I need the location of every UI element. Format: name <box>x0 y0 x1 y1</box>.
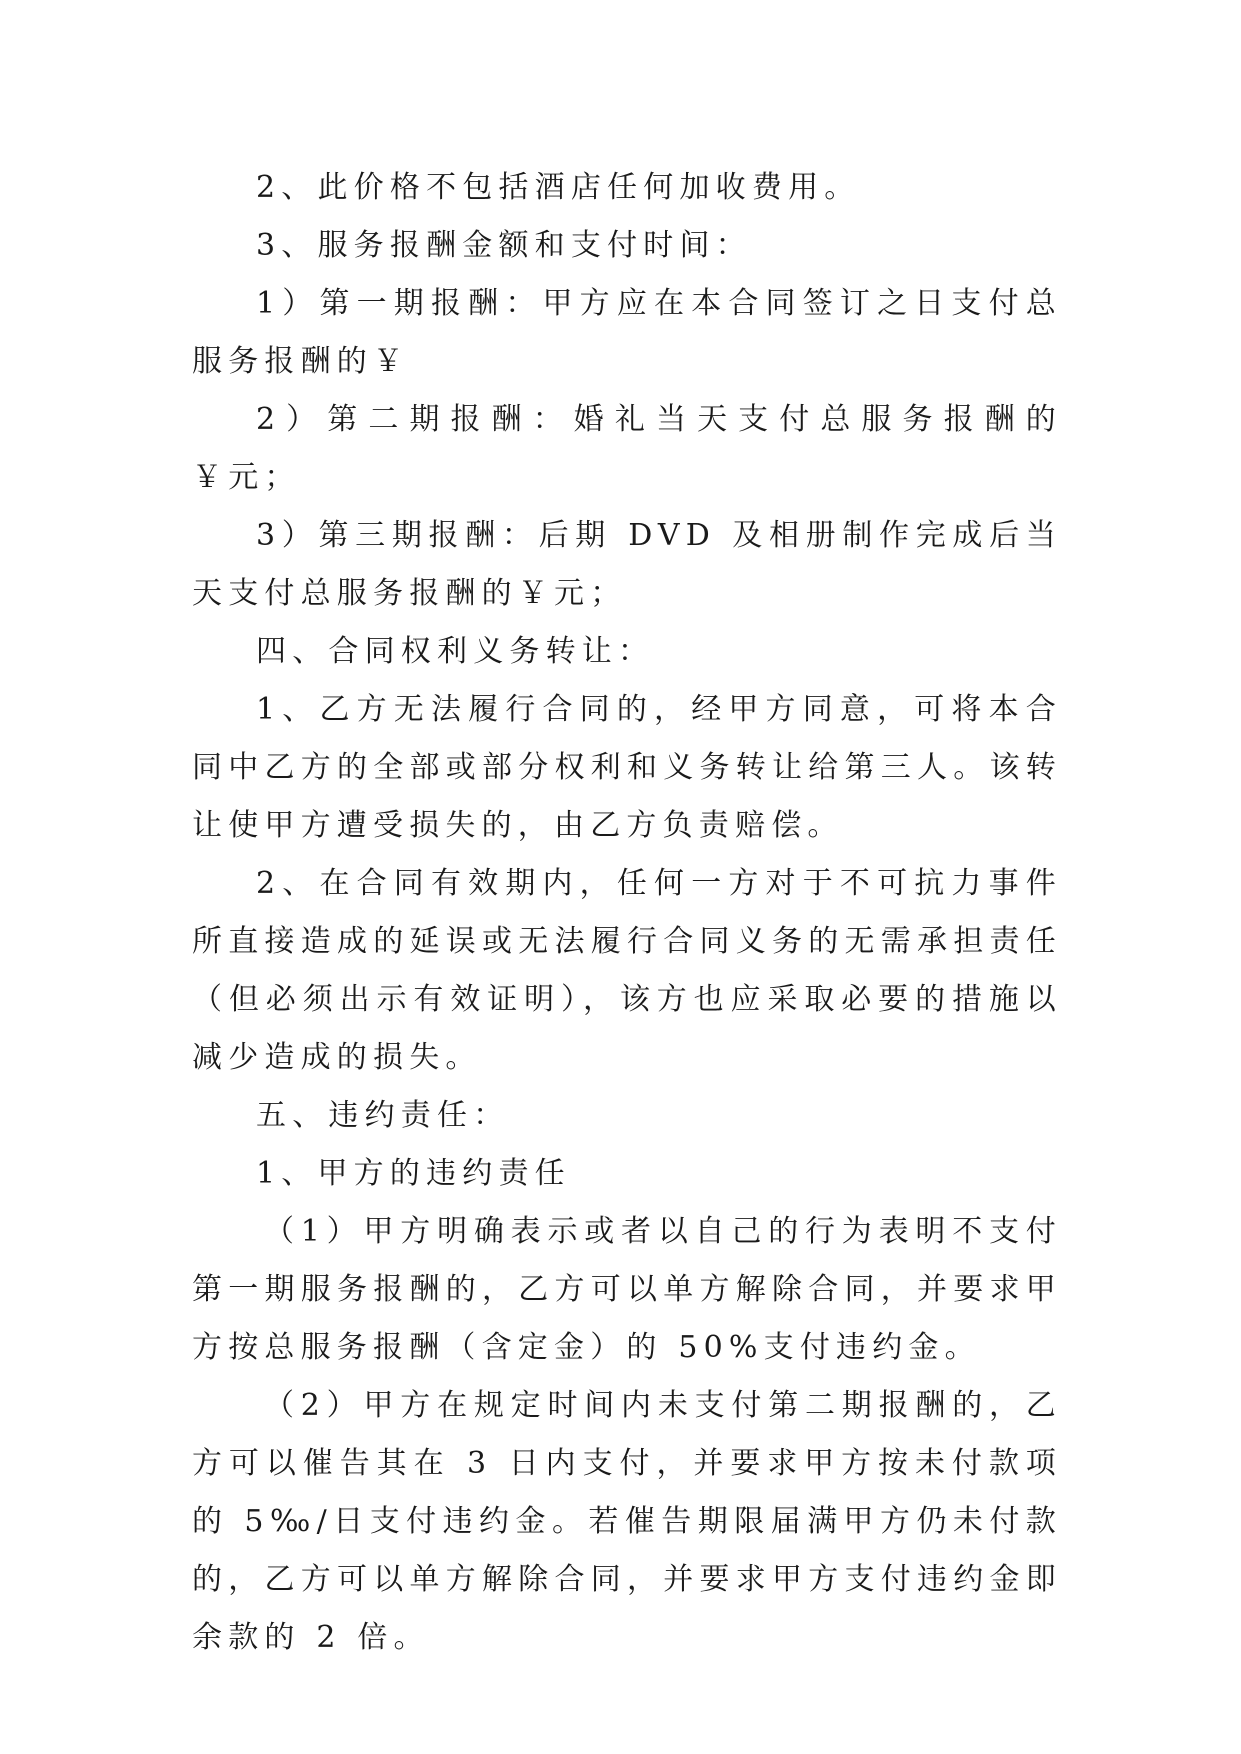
paragraph-payment-heading: 3、服务报酬金额和支付时间： <box>256 228 752 263</box>
paragraph-transfer-clause-1: 1、乙方无法履行合同的，经甲方同意，可将本合同中乙方的全部或部分权利和义务转让给第三人。该转让使甲方遭受损失的，由乙方负责赔偿。 <box>192 692 1062 843</box>
paragraph-third-payment: 3）第三期报酬：后期 DVD 及相册制作完成后当天支付总服务报酬的￥元； <box>192 518 1062 611</box>
section-heading-breach: 五、违约责任： <box>256 1098 510 1133</box>
paragraph-breach-item-1: （1）甲方明确表示或者以自己的行为表明不支付第一期服务报酬的，乙方可以单方解除合同，并要求甲方按总服务报酬（含定金）的 50%支付违约金。 <box>192 1214 1062 1365</box>
paragraph-first-payment: 1）第一期报酬：甲方应在本合同签订之日支付总服务报酬的￥ <box>192 286 1062 379</box>
paragraph-breach-item-2: （2）甲方在规定时间内未支付第二期报酬的，乙方可以催告其在 3 日内支付，并要求甲方按未付款项的 5‰/日支付违约金。若催告期限届满甲方仍未付款的，乙方可以单方解除合同，并要求甲方支付违约金即余款的 2 倍。 <box>192 1388 1062 1655</box>
paragraph-party-a-breach-heading: 1、甲方的违约责任 <box>256 1156 571 1191</box>
paragraph-second-payment: 2）第二期报酬：婚礼当天支付总服务报酬的￥元； <box>192 402 1062 495</box>
document-body <box>192 159 1062 1667</box>
paragraph-transfer-clause-2: 2、在合同有效期内，任何一方对于不可抗力事件所直接造成的延误或无法履行合同义务的无需承担责任（但必须出示有效证明），该方也应采取必要的措施以减少造成的损失。 <box>192 866 1062 1075</box>
paragraph-price-exclusion: 2、此价格不包括酒店任何加收费用。 <box>256 170 861 205</box>
section-heading-transfer: 四、合同权利义务转让： <box>256 634 655 669</box>
